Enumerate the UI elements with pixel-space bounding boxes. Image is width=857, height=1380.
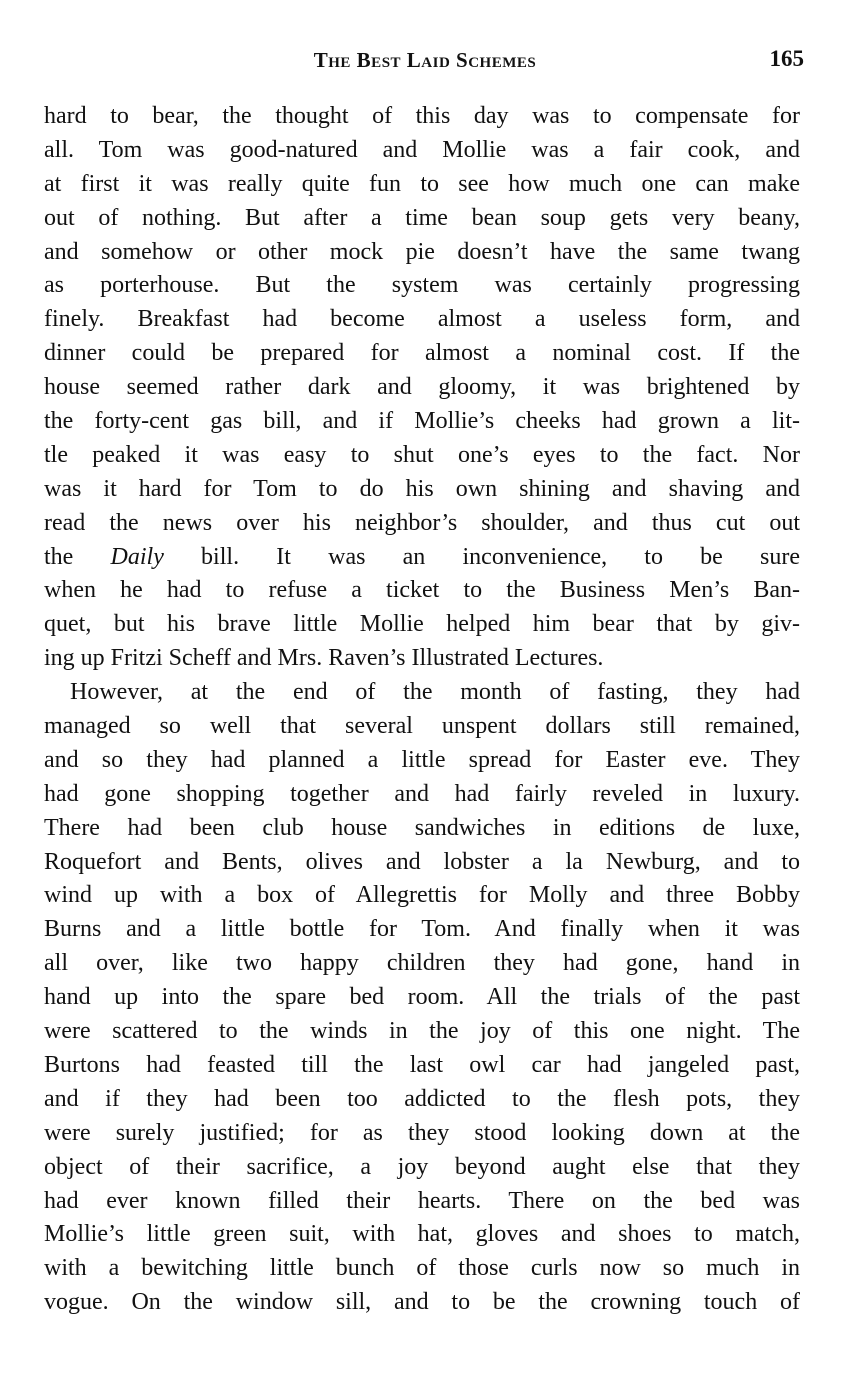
body-text (44, 100, 800, 1320)
text-line: when he had to refuse a ticket to the Business Men’s Ban- (44, 577, 800, 604)
text-line: had gone shopping together and had fairly reveled in luxury. (44, 780, 800, 807)
paragraph-first-line: However, at the end of the month of fasting, they had (70, 679, 800, 706)
text-line: finely. Breakfast had become almost a useless form, and (44, 306, 800, 333)
text-fragment: the (44, 543, 111, 570)
text-line: object of their sacrifice, a joy beyond aught else that they (44, 1153, 800, 1180)
text-line: vogue. On the window sill, and to be the crowning touch of (44, 1289, 800, 1316)
text-line: at first it was really quite fun to see how much one can make (44, 170, 800, 197)
page-number: 165 (769, 46, 804, 71)
text-line: and somehow or other mock pie doesn’t have the same twang (44, 238, 800, 265)
text-line: Mollie’s little green suit, with hat, gloves and shoes to match, (44, 1221, 800, 1248)
text-line: wind up with a box of Allegrettis for Molly and three Bobby (44, 882, 800, 909)
text-line: with a bewitching little bunch of those curls now so much in (44, 1255, 800, 1282)
text-line: house seemed rather dark and gloomy, it was brightened by (44, 374, 800, 401)
text-line: were scattered to the winds in the joy of this one night. The (44, 1018, 800, 1045)
text-line: and if they had been too addicted to the flesh pots, they (44, 1085, 800, 1112)
text-line: Roquefort and Bents, olives and lobster a la Newburg, and to (44, 848, 800, 875)
text-line: out of nothing. But after a time bean soup gets very beany, (44, 204, 800, 231)
text-line: the forty-cent gas bill, and if Mollie’s cheeks had grown a lit- (44, 408, 800, 435)
text-fragment: bill. It was an inconvenience, to be sure (163, 543, 800, 570)
text-line: quet, but his brave little Mollie helped him bear that by giv- (44, 611, 800, 638)
text-line: managed so well that several unspent dollars still remained, (44, 713, 800, 740)
text-line: Burtons had feasted till the last owl car had jangeled past, (44, 1051, 800, 1078)
text-line: hard to bear, the thought of this day was to compensate for (44, 103, 800, 129)
text-line: read the news over his neighbor’s shoulder, and thus cut out (44, 509, 800, 536)
text-line-with-italic (44, 541, 800, 575)
italic-newspaper-title: Daily (110, 543, 164, 570)
text-line: had ever known filled their hearts. There on the bed was (44, 1187, 800, 1214)
text-line: as porterhouse. But the system was certainly progressing (44, 272, 800, 299)
text-line: and so they had planned a little spread for Easter eve. They (44, 746, 800, 773)
running-title: The Best Laid Schemes (313, 48, 537, 72)
text-line: Burns and a little bottle for Tom. And finally when it was (44, 916, 800, 943)
text-line: tle peaked it was easy to shut one’s eyes to the fact. Nor (44, 441, 800, 468)
paragraph-last-line: ing up Fritzi Scheff and Mrs. Raven’s Illustrated Lectures. (44, 645, 604, 672)
text-line: There had been club house sandwiches in editions de luxe, (44, 814, 800, 841)
text-line: all over, like two happy children they had gone, hand in (44, 950, 800, 977)
text-line: was it hard for Tom to do his own shining and shaving and (44, 475, 800, 502)
running-head (40, 42, 810, 82)
text-line: all. Tom was good-natured and Mollie was a fair cook, and (44, 136, 800, 163)
text-line: hand up into the spare bed room. All the trials of the past (44, 984, 800, 1011)
text-line: were surely justified; for as they stood looking down at the (44, 1119, 800, 1146)
text-line: dinner could be prepared for almost a nominal cost. If the (44, 340, 800, 367)
